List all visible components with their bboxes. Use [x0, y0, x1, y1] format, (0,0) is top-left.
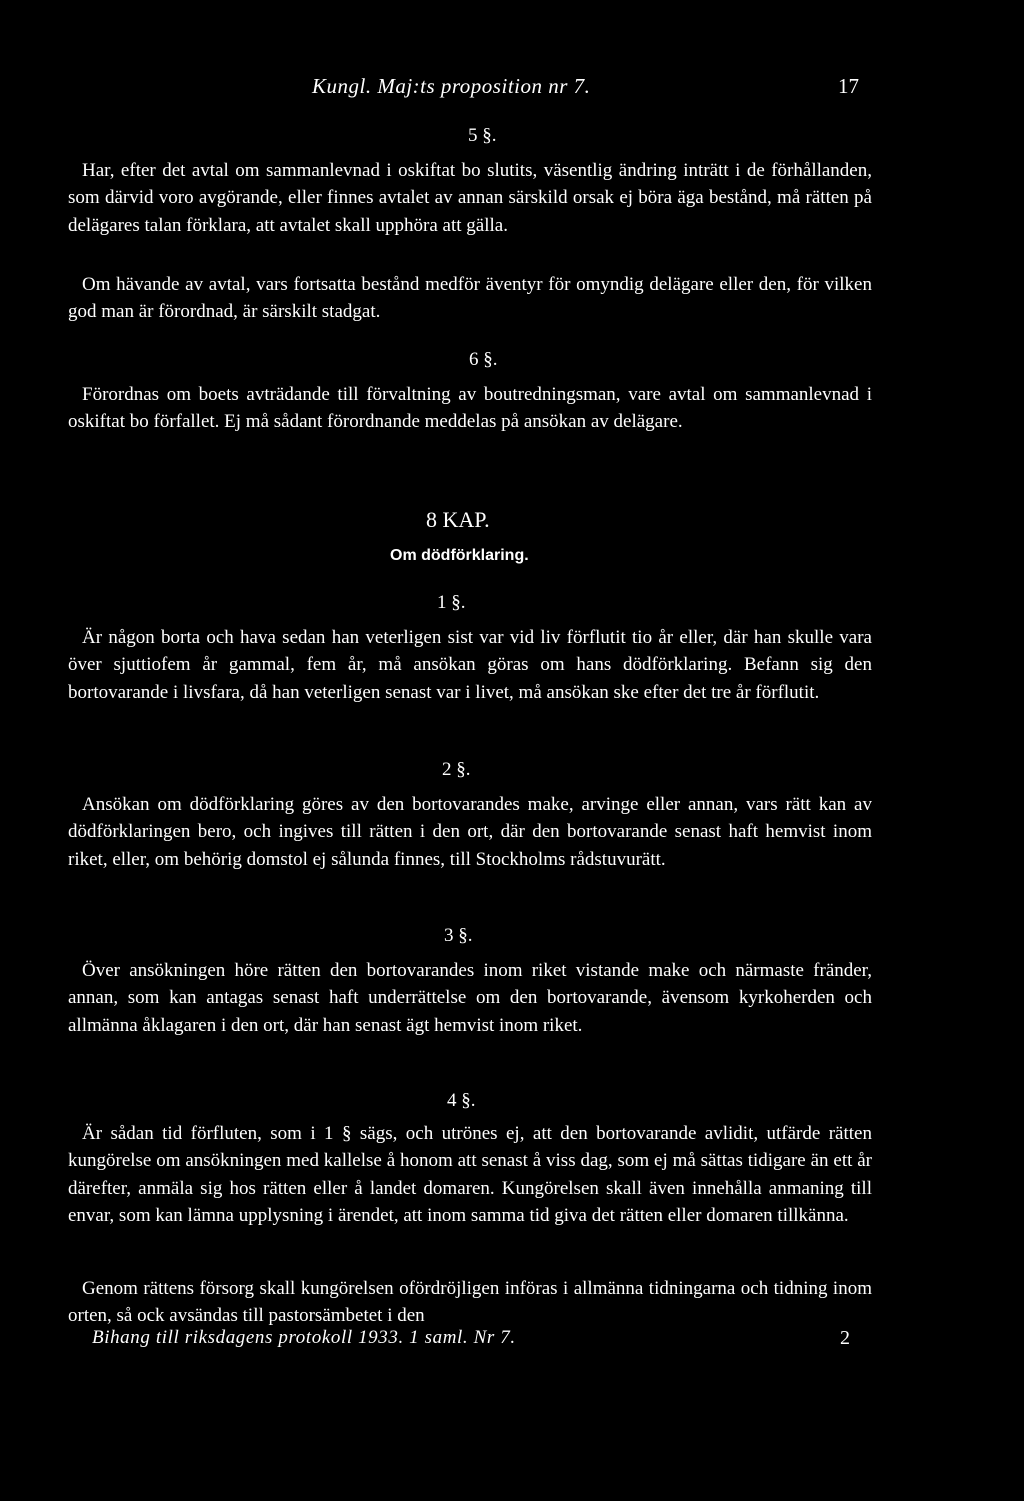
chapter-title: Om dödförklaring. [390, 547, 529, 564]
chapter-number: 8 KAP. [426, 507, 490, 532]
footer-publication: Bihang till riksdagens protokoll 1933. 1 saml. Nr 7. [92, 1327, 516, 1348]
section-6-paragraph-1: Förordnas om boets avträdande till förvaltning av boutredningsman, vare avtal om sammanlevnad i oskiftat bo förfallet. Ej må sådant förordnande meddelas på ansökan av delägare. [68, 384, 872, 433]
chapter-section-2-paragraph: Ansökan om dödförklaring göres av den bortovarandes make, arvinge eller annan, vars rätt kan av dödförklaringen bero, och ingives till rätten i den ort, där den bortovarande senast haft hemvist inom riket, eller, om behörig domstol ej sålunda finnes, till Stockholms rådstuvurätt. [68, 794, 872, 870]
page-number: 17 [838, 74, 859, 98]
chapter-section-4-heading: 4 §. [447, 1090, 476, 1111]
section-5-paragraph-1: Har, efter det avtal om sammanlevnad i oskiftat bo slutits, väsentlig ändring inträtt i de förhållanden, som därvid voro avgörande, eller finnes avtalet av annan särskild orsak ej böra äga bestånd, må rätten på delägares talan förklara, att avtalet skall upphöra att gälla. [68, 160, 872, 236]
chapter-section-2-heading: 2 §. [442, 759, 471, 780]
section-5-paragraph-2: Om hävande av avtal, vars fortsatta bestånd medför äventyr för omyndig delägare eller den, för vilken god man är förordnad, är särskilt stadgat. [68, 274, 872, 323]
chapter-section-3-heading: 3 §. [444, 925, 473, 946]
chapter-section-1-heading: 1 §. [437, 592, 466, 613]
chapter-section-4-paragraph-2: Genom rättens försorg skall kungörelsen ofördröjligen införas i allmänna tidningarna och tidning inom orten, så ock avsändas till pastorsämbetet i den [68, 1278, 872, 1327]
section-5-heading: 5 §. [468, 125, 497, 146]
chapter-section-1-paragraph: Är någon borta och hava sedan han veterligen sist var vid liv förflutit tio år eller, där han skulle vara över sjuttiofem år gammal, fem år, må ansökan göras om hans dödförklaring. Befann sig den bortovarande i livsfara, då han veterligen senast var i livet, må ansökan ske efter det tre år förflutit. [68, 627, 872, 703]
chapter-section-3-paragraph: Över ansökningen höre rätten den bortovarandes inom riket vistande make och närmaste fränder, annan, som kan antagas senast haft underrättelse om den bortovarande, ävensom kyrkoherden och allmänna åklagaren i den ort, där han senast ägt hemvist inom riket. [68, 960, 872, 1036]
footer-sheet-number: 2 [840, 1327, 850, 1349]
running-title: Kungl. Maj:ts proposition nr 7. [312, 74, 591, 98]
section-6-heading: 6 §. [469, 349, 498, 370]
chapter-section-4-paragraph-1: Är sådan tid förfluten, som i 1 § sägs, och utrönes ej, att den bortovarande avlidit, utfärde rätten kungörelse om ansökningen med kallelse å honom att senast å viss dag, som ej må sättas tidigare än ett år därefter, anmäla sig hos rätten eller å landet domaren. Kungörelsen skall även innehålla anmaning till envar, som kan lämna upplysning i ärendet, att inom samma tid giva det rätten eller domaren tillkänna. [68, 1123, 872, 1226]
